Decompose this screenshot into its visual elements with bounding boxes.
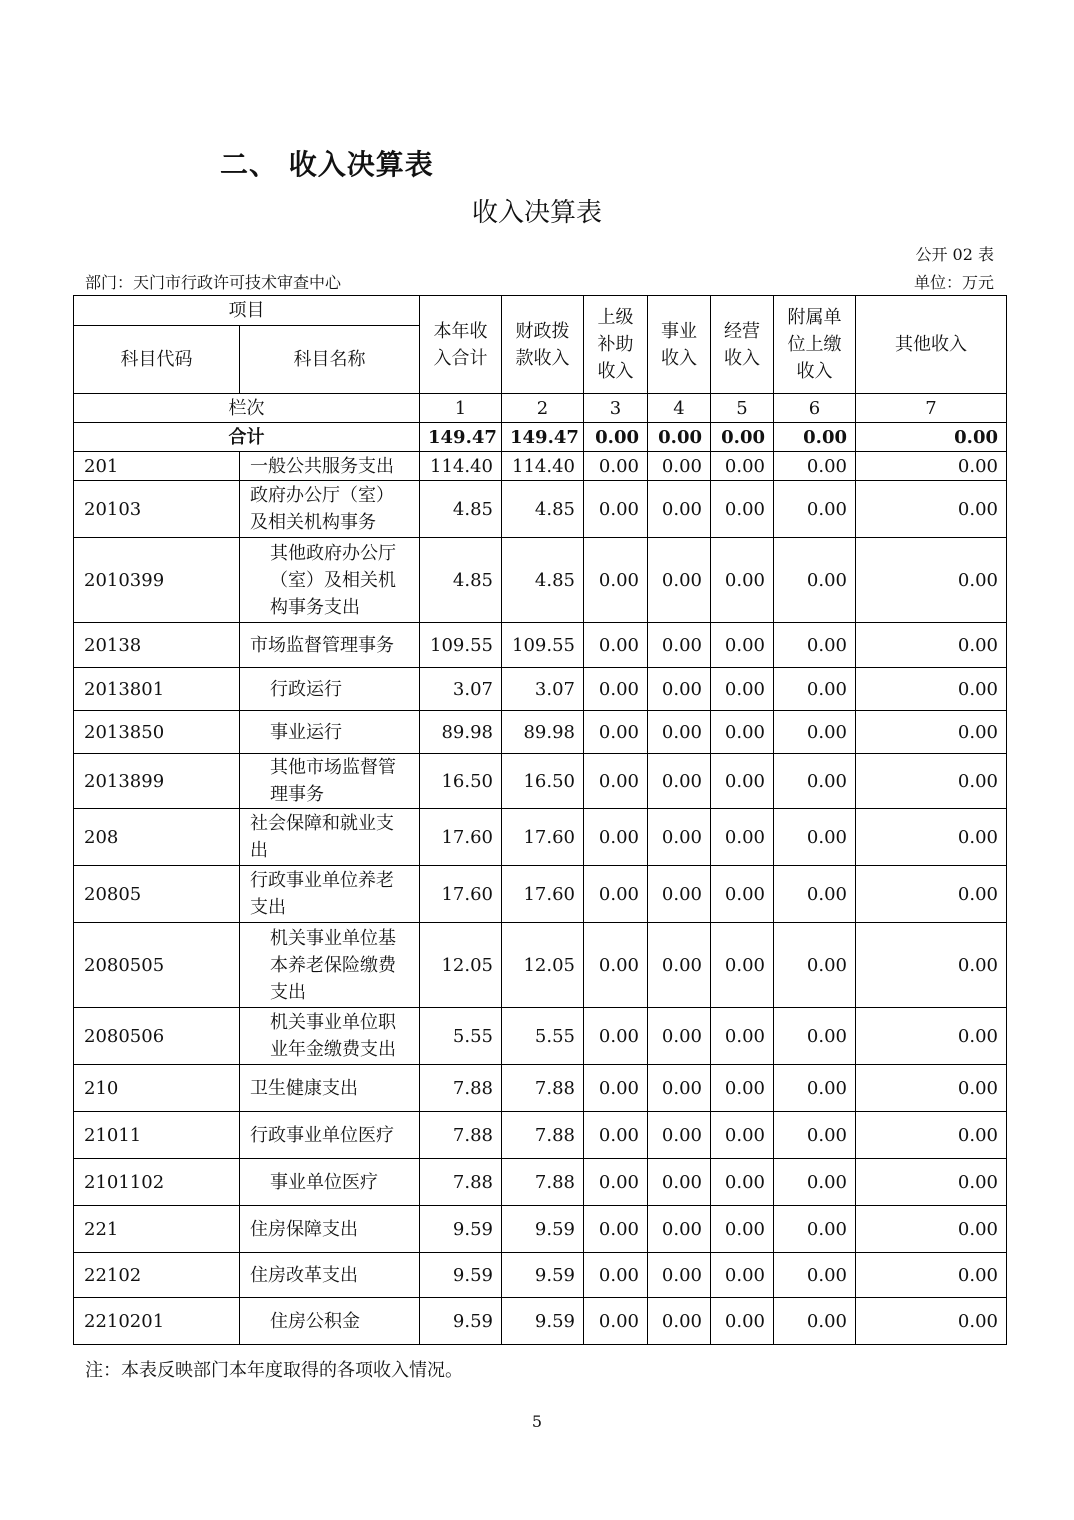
table-row: [74, 1065, 1007, 1112]
amount-cell: 9.59: [502, 1253, 584, 1298]
amount-cell: 0.00: [584, 1112, 648, 1159]
total-value: 0.00: [648, 423, 711, 452]
amount-cell: 0.00: [648, 809, 711, 866]
amount-cell: 0.00: [584, 923, 648, 1008]
amount-cell: 0.00: [648, 923, 711, 1008]
amount-cell: 4.85: [420, 481, 502, 538]
amount-cell: 0.00: [584, 1008, 648, 1065]
amount-cell: 0.00: [584, 1065, 648, 1112]
amount-cell: 0.00: [856, 481, 1007, 538]
table-row: [74, 866, 1007, 923]
amount-cell: 16.50: [502, 754, 584, 809]
amount-cell: 109.55: [420, 623, 502, 668]
amount-cell: 0.00: [856, 668, 1007, 711]
total-label: 合计: [74, 423, 420, 452]
amount-cell: 4.85: [502, 538, 584, 623]
subject-name: 市场监督管理事务: [240, 623, 420, 668]
amount-cell: 89.98: [502, 711, 584, 754]
amount-cell: 0.00: [774, 1008, 856, 1065]
amount-cell: 0.00: [774, 623, 856, 668]
total-value: 149.47: [420, 423, 502, 452]
header-other: 其他收入: [856, 296, 1007, 394]
subject-name: 机关事业单位职业年金缴费支出: [240, 1008, 420, 1065]
amount-cell: 0.00: [856, 754, 1007, 809]
section-heading: 二、 收入决算表: [220, 148, 434, 181]
table-row: [74, 481, 1007, 538]
amount-cell: 0.00: [856, 866, 1007, 923]
amount-cell: 0.00: [856, 1253, 1007, 1298]
total-value: 0.00: [711, 423, 774, 452]
column-index: 6: [774, 394, 856, 423]
subject-name: 一般公共服务支出: [240, 452, 420, 481]
table-title: 收入决算表: [471, 198, 602, 228]
amount-cell: 0.00: [856, 1206, 1007, 1253]
form-code: 公开 02 表: [915, 245, 994, 264]
amount-cell: 9.59: [420, 1253, 502, 1298]
subject-code: 22102: [74, 1253, 240, 1298]
amount-cell: 0.00: [774, 866, 856, 923]
amount-cell: 0.00: [584, 711, 648, 754]
amount-cell: 4.85: [420, 538, 502, 623]
amount-cell: 0.00: [584, 754, 648, 809]
amount-cell: 9.59: [502, 1206, 584, 1253]
subject-name: 住房公积金: [240, 1298, 420, 1345]
amount-cell: 7.88: [420, 1112, 502, 1159]
amount-cell: 0.00: [856, 1112, 1007, 1159]
amount-cell: 0.00: [711, 452, 774, 481]
amount-cell: 0.00: [856, 538, 1007, 623]
amount-cell: 17.60: [420, 809, 502, 866]
amount-cell: 0.00: [774, 481, 856, 538]
subject-name: 机关事业单位基本养老保险缴费支出: [240, 923, 420, 1008]
header-name: 科目名称: [240, 326, 420, 394]
column-index: 4: [648, 394, 711, 423]
amount-cell: 0.00: [774, 1206, 856, 1253]
table-row: [74, 668, 1007, 711]
subject-code: 2101102: [74, 1159, 240, 1206]
total-value: 0.00: [856, 423, 1007, 452]
amount-cell: 0.00: [856, 1298, 1007, 1345]
subject-code: 20103: [74, 481, 240, 538]
table-row: [74, 1112, 1007, 1159]
total-value: 0.00: [584, 423, 648, 452]
amount-cell: 4.85: [502, 481, 584, 538]
column-index: 3: [584, 394, 648, 423]
subject-code: 2013850: [74, 711, 240, 754]
amount-cell: 0.00: [774, 452, 856, 481]
subject-code: 221: [74, 1206, 240, 1253]
subject-name: 卫生健康支出: [240, 1065, 420, 1112]
amount-cell: 7.88: [502, 1159, 584, 1206]
header-item: 项目: [74, 296, 420, 326]
amount-cell: 0.00: [648, 452, 711, 481]
department-label: 部门：天门市行政许可技术审查中心: [85, 273, 342, 292]
amount-cell: 0.00: [648, 1298, 711, 1345]
amount-cell: 114.40: [502, 452, 584, 481]
amount-cell: 7.88: [502, 1065, 584, 1112]
table-row: [74, 1298, 1007, 1345]
page-number: 5: [531, 1412, 543, 1431]
subject-code: 2010399: [74, 538, 240, 623]
subject-name: 住房改革支出: [240, 1253, 420, 1298]
amount-cell: 0.00: [584, 481, 648, 538]
column-index: 2: [502, 394, 584, 423]
subject-code: 201: [74, 452, 240, 481]
amount-cell: 0.00: [648, 481, 711, 538]
subject-code: 21011: [74, 1112, 240, 1159]
subject-code: 2080506: [74, 1008, 240, 1065]
table-row: [74, 711, 1007, 754]
amount-cell: 9.59: [420, 1298, 502, 1345]
table-row: [74, 809, 1007, 866]
column-index-row: [74, 394, 1007, 423]
amount-cell: 16.50: [420, 754, 502, 809]
table-row: [74, 923, 1007, 1008]
table-row: [74, 623, 1007, 668]
amount-cell: 0.00: [774, 538, 856, 623]
unit-label: 单位：万元: [913, 273, 994, 292]
amount-cell: 0.00: [856, 452, 1007, 481]
subject-name: 其他政府办公厅（室）及相关机构事务支出: [240, 538, 420, 623]
amount-cell: 0.00: [584, 623, 648, 668]
amount-cell: 0.00: [648, 1065, 711, 1112]
amount-cell: 5.55: [502, 1008, 584, 1065]
amount-cell: 0.00: [856, 623, 1007, 668]
amount-cell: 0.00: [711, 1298, 774, 1345]
header-affiliated: 附属单位上缴收入: [774, 296, 856, 394]
subject-code: 2080505: [74, 923, 240, 1008]
amount-cell: 0.00: [648, 1008, 711, 1065]
subject-name: 行政运行: [240, 668, 420, 711]
amount-cell: 3.07: [502, 668, 584, 711]
amount-cell: 17.60: [502, 809, 584, 866]
amount-cell: 0.00: [584, 1159, 648, 1206]
amount-cell: 0.00: [774, 711, 856, 754]
amount-cell: 0.00: [856, 923, 1007, 1008]
footnote: 注：本表反映部门本年度取得的各项收入情况。: [85, 1360, 463, 1381]
amount-cell: 0.00: [774, 809, 856, 866]
total-value: 149.47: [502, 423, 584, 452]
amount-cell: 0.00: [711, 623, 774, 668]
amount-cell: 0.00: [648, 1159, 711, 1206]
amount-cell: 0.00: [648, 538, 711, 623]
table-row: [74, 1206, 1007, 1253]
amount-cell: 0.00: [648, 866, 711, 923]
column-index: 7: [856, 394, 1007, 423]
amount-cell: 0.00: [584, 1206, 648, 1253]
amount-cell: 0.00: [711, 1065, 774, 1112]
amount-cell: 9.59: [420, 1206, 502, 1253]
amount-cell: 0.00: [711, 711, 774, 754]
total-row: [74, 423, 1007, 452]
subject-code: 20138: [74, 623, 240, 668]
amount-cell: 17.60: [420, 866, 502, 923]
amount-cell: 89.98: [420, 711, 502, 754]
subject-code: 2013801: [74, 668, 240, 711]
amount-cell: 0.00: [774, 1253, 856, 1298]
subject-name: 事业运行: [240, 711, 420, 754]
amount-cell: 0.00: [648, 711, 711, 754]
amount-cell: 0.00: [774, 1159, 856, 1206]
amount-cell: 0.00: [711, 538, 774, 623]
amount-cell: 0.00: [774, 754, 856, 809]
amount-cell: 0.00: [711, 1008, 774, 1065]
subject-name: 其他市场监督管理事务: [240, 754, 420, 809]
amount-cell: 0.00: [648, 623, 711, 668]
amount-cell: 0.00: [584, 809, 648, 866]
amount-cell: 0.00: [856, 711, 1007, 754]
amount-cell: 0.00: [648, 1253, 711, 1298]
table-row: [74, 1159, 1007, 1206]
amount-cell: 7.88: [502, 1112, 584, 1159]
amount-cell: 3.07: [420, 668, 502, 711]
total-value: 0.00: [774, 423, 856, 452]
amount-cell: 0.00: [711, 481, 774, 538]
amount-cell: 109.55: [502, 623, 584, 668]
amount-cell: 0.00: [584, 452, 648, 481]
amount-cell: 12.05: [502, 923, 584, 1008]
subject-name: 行政事业单位养老支出: [240, 866, 420, 923]
header-superior: 上级补助收入: [584, 296, 648, 394]
subject-name: 政府办公厅（室）及相关机构事务: [240, 481, 420, 538]
table-row: [74, 1008, 1007, 1065]
amount-cell: 0.00: [584, 1253, 648, 1298]
amount-cell: 0.00: [774, 923, 856, 1008]
subject-name: 社会保障和就业支出: [240, 809, 420, 866]
amount-cell: 0.00: [856, 809, 1007, 866]
amount-cell: 0.00: [584, 538, 648, 623]
table-row: [74, 538, 1007, 623]
amount-cell: 9.59: [502, 1298, 584, 1345]
amount-cell: 7.88: [420, 1065, 502, 1112]
amount-cell: 0.00: [711, 1253, 774, 1298]
subject-code: 20805: [74, 866, 240, 923]
subject-code: 210: [74, 1065, 240, 1112]
amount-cell: 0.00: [856, 1159, 1007, 1206]
amount-cell: 0.00: [711, 668, 774, 711]
amount-cell: 5.55: [420, 1008, 502, 1065]
amount-cell: 114.40: [420, 452, 502, 481]
amount-cell: 0.00: [711, 809, 774, 866]
table-row: [74, 1253, 1007, 1298]
amount-cell: 17.60: [502, 866, 584, 923]
amount-cell: 7.88: [420, 1159, 502, 1206]
amount-cell: 0.00: [856, 1008, 1007, 1065]
column-index: 1: [420, 394, 502, 423]
amount-cell: 0.00: [774, 1065, 856, 1112]
table-row: [74, 452, 1007, 481]
amount-cell: 0.00: [711, 1159, 774, 1206]
header-code: 科目代码: [74, 326, 240, 394]
header-total-income: 本年收入合计: [420, 296, 502, 394]
header-operating: 经营收入: [711, 296, 774, 394]
amount-cell: 0.00: [711, 866, 774, 923]
amount-cell: 0.00: [648, 668, 711, 711]
subject-name: 行政事业单位医疗: [240, 1112, 420, 1159]
subject-name: 住房保障支出: [240, 1206, 420, 1253]
amount-cell: 0.00: [774, 1112, 856, 1159]
subject-name: 事业单位医疗: [240, 1159, 420, 1206]
amount-cell: 0.00: [711, 923, 774, 1008]
column-index-label: 栏次: [74, 394, 420, 423]
amount-cell: 0.00: [584, 668, 648, 711]
amount-cell: 0.00: [648, 754, 711, 809]
amount-cell: 0.00: [774, 1298, 856, 1345]
amount-cell: 12.05: [420, 923, 502, 1008]
amount-cell: 0.00: [584, 866, 648, 923]
table-row: [74, 754, 1007, 809]
subject-code: 2013899: [74, 754, 240, 809]
amount-cell: 0.00: [648, 1206, 711, 1253]
amount-cell: 0.00: [584, 1298, 648, 1345]
amount-cell: 0.00: [711, 1206, 774, 1253]
column-index: 5: [711, 394, 774, 423]
income-table: [73, 295, 1007, 1345]
amount-cell: 0.00: [711, 1112, 774, 1159]
header-fiscal: 财政拨款收入: [502, 296, 584, 394]
amount-cell: 0.00: [711, 754, 774, 809]
header-business: 事业收入: [648, 296, 711, 394]
amount-cell: 0.00: [774, 668, 856, 711]
subject-code: 208: [74, 809, 240, 866]
amount-cell: 0.00: [648, 1112, 711, 1159]
subject-code: 2210201: [74, 1298, 240, 1345]
amount-cell: 0.00: [856, 1065, 1007, 1112]
